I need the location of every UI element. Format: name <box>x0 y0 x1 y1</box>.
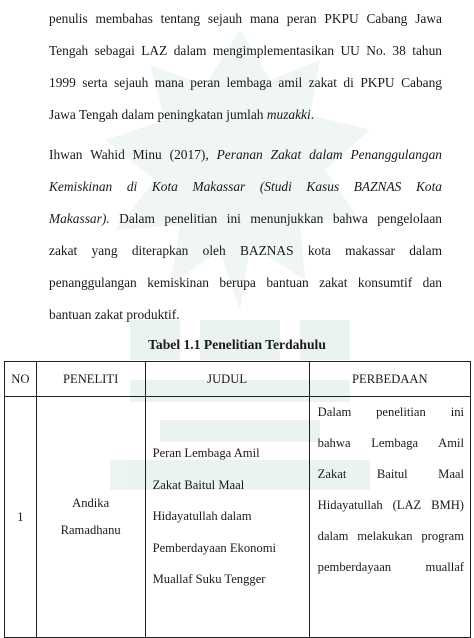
paragraph-text: Jawa Tengah dalam peningkatan jumlah <box>49 107 267 122</box>
header-peneliti: PENELITI <box>36 362 145 397</box>
difference-line: dalam melakukan program <box>317 529 464 543</box>
title-line: Peran Lembaga Amil <box>152 446 260 461</box>
cell-peneliti <box>36 397 145 638</box>
difference-line: Dalam penelitian ini <box>317 405 464 419</box>
table-row <box>5 397 471 638</box>
study-title: Kemiskinan di Kota Makassar (Studi Kasus BAZNAS Kota <box>49 179 442 194</box>
researcher-name-line: Andika <box>72 495 110 510</box>
study-title: Makassar). <box>49 211 110 226</box>
difference-line: bahwa Lembaga Amil <box>317 436 464 450</box>
paragraph-line: 1999 serta sejauh mana peran lembaga amil zakat di PKPU Cabang <box>49 75 442 90</box>
citation-author: Ihwan Wahid Minu (2017), <box>49 147 217 162</box>
cell-no: 1 <box>5 397 37 638</box>
study-title: Peranan Zakat dalam Penanggulangan <box>216 147 442 162</box>
difference-line: Hidayatullah (LAZ BMH) <box>317 498 464 512</box>
title-line: Zakat Baitul Maal <box>152 477 245 492</box>
difference-line: Zakat Baitul Maal <box>317 467 464 481</box>
title-line: Muallaf Suku Tengger <box>152 572 266 587</box>
paragraph-line <box>49 139 442 171</box>
table-header-row <box>5 362 471 397</box>
paragraph-line <box>49 99 442 131</box>
cell-judul <box>145 397 309 638</box>
italic-term: muzakki <box>266 107 311 122</box>
paragraph-text: . <box>310 107 315 122</box>
header-judul: JUDUL <box>145 362 309 397</box>
paragraph-line: Tengah sebagai LAZ dalam mengimplementasikan UU No. 38 tahun <box>49 43 442 58</box>
paragraph-ihwan-study <box>49 139 442 331</box>
paragraph-line <box>49 171 442 203</box>
paragraph-line: penulis membahas tentang sejauh mana peran PKPU Cabang Jawa <box>49 11 442 26</box>
paragraph-line: penanggulangan kemiskinan berupa bantuan zakat konsumtif dan <box>49 275 442 290</box>
paragraph-line: zakat yang diterapkan oleh BAZNAS kota makassar dalam <box>49 243 442 258</box>
paragraph-text: Dalam penelitian ini menunjukkan bahwa pengelolaan <box>109 211 442 226</box>
paragraph-previous-study <box>49 3 442 131</box>
table-caption: Tabel 1.1 Penelitian Terdahulu <box>148 337 326 352</box>
paragraph-line <box>49 203 442 235</box>
title-line: Hidayatullah dalam <box>152 509 252 524</box>
title-line: Pemberdayaan Ekonomi <box>152 540 277 555</box>
previous-research-table <box>4 361 471 638</box>
header-no: NO <box>5 362 37 397</box>
researcher-name-line: Ramadhanu <box>60 523 121 537</box>
cell-perbedaan <box>309 397 470 638</box>
paragraph-line: bantuan zakat produktif. <box>49 307 180 322</box>
difference-line: pemberdayaan muallaf <box>317 560 464 574</box>
header-perbedaan: PERBEDAAN <box>309 362 470 397</box>
